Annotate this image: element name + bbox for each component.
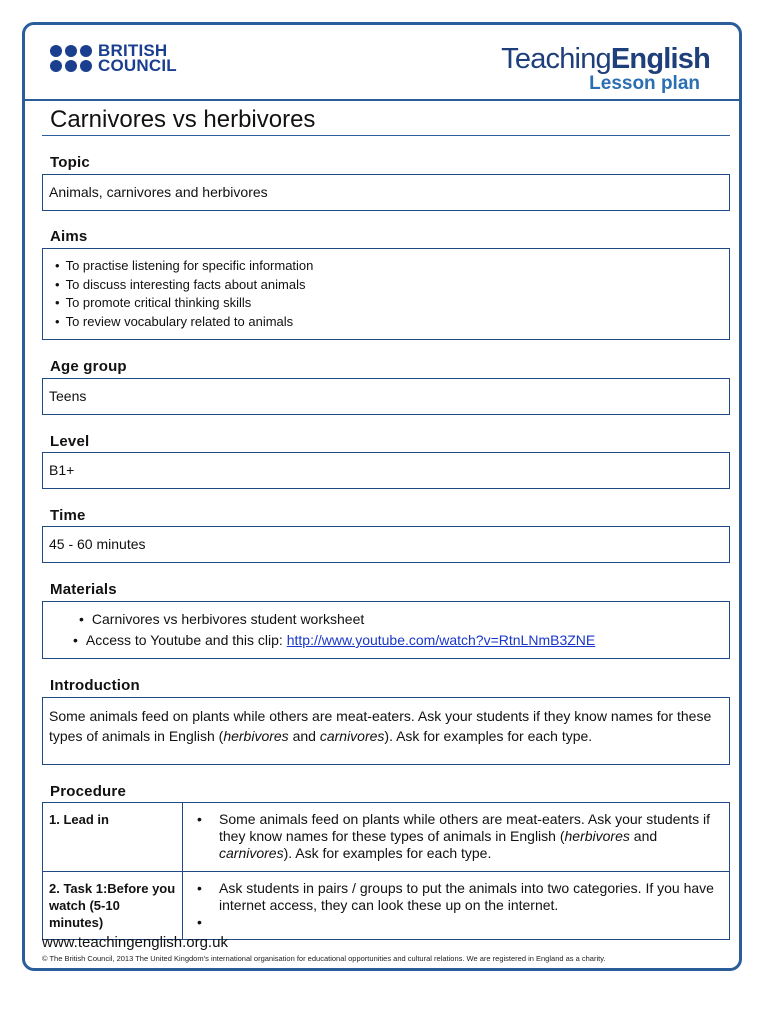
- materials-label: Materials: [50, 581, 117, 598]
- table-row: [43, 872, 730, 940]
- topic-value: Animals, carnivores and herbivores: [49, 184, 268, 200]
- bullet-icon: •: [197, 811, 202, 827]
- lesson-plan-subtitle: Lesson plan: [589, 73, 700, 94]
- aims-list: [43, 249, 729, 339]
- teaching-english-wordmark: TeachingEnglish: [501, 43, 710, 75]
- aims-box: [42, 248, 730, 340]
- procedure-description: • Some animals feed on plants while others are meat-eaters. Ask your students if they know names for these types of animals in English (herbivores and carnivores). Ask for examples for each type.: [183, 803, 730, 872]
- time-box: [42, 526, 730, 563]
- list-item: • To review vocabulary related to animals: [55, 313, 717, 332]
- procedure-label: Procedure: [50, 783, 126, 800]
- bullet-icon: •: [197, 880, 202, 896]
- age-group-box: [42, 378, 730, 415]
- list-item: • Carnivores vs herbivores student worksheet: [73, 609, 699, 630]
- topic-box: [42, 174, 730, 211]
- time-label: Time: [50, 507, 86, 524]
- title-divider: [42, 135, 730, 136]
- header-divider: [25, 99, 742, 101]
- procedure-table: [42, 802, 730, 940]
- british-council-wordmark: BRITISH COUNCIL: [98, 41, 177, 75]
- topic-label: Topic: [50, 154, 90, 171]
- introduction-box: [42, 697, 730, 765]
- list-item: • To practise listening for specific information: [55, 257, 717, 276]
- youtube-clip-link[interactable]: http://www.youtube.com/watch?v=RtnLNmB3ZNE: [286, 632, 596, 648]
- level-label: Level: [50, 433, 90, 450]
- introduction-text: Some animals feed on plants while others are meat-eaters. Ask your students if they know names for these types of animals in English (herbivores and carnivores). Ask for examples for each type.: [49, 708, 712, 744]
- list-item: • To discuss interesting facts about animals: [55, 276, 717, 295]
- age-group-value: Teens: [49, 388, 87, 404]
- time-value: 45 - 60 minutes: [49, 536, 146, 552]
- procedure-stage: 2. Task 1:Before you watch (5-10 minutes): [43, 872, 183, 940]
- footer-copyright: © The British Council, 2013 The United Kingdom’s international organisation for educational opportunities and cultural relations. We are registered in England as a charity.: [42, 954, 606, 963]
- procedure-description: • Ask students in pairs / groups to put the animals into two categories. If you have internet access, they can look these up on the internet. •: [183, 872, 730, 940]
- level-value: B1+: [49, 462, 75, 478]
- age-group-label: Age group: [50, 358, 127, 375]
- procedure-stage: 1. Lead in: [43, 803, 183, 872]
- introduction-label: Introduction: [50, 677, 140, 694]
- materials-list: [43, 602, 729, 658]
- aims-label: Aims: [50, 228, 88, 245]
- level-box: [42, 452, 730, 489]
- list-item: • To promote critical thinking skills: [55, 294, 717, 313]
- british-council-logo: [50, 43, 177, 73]
- document-title: Carnivores vs herbivores: [50, 106, 316, 133]
- bullet-icon: •: [197, 914, 202, 930]
- list-item: • Access to Youtube and this clip: http://www.youtube.com/watch?v=RtnLNmB3ZNE: [73, 630, 699, 651]
- materials-box: [42, 601, 730, 659]
- table-row: [43, 803, 730, 872]
- teaching-english-logo: [501, 44, 710, 94]
- british-council-dots-icon: [50, 45, 92, 72]
- footer-website-url: www.teachingenglish.org.uk: [42, 934, 228, 951]
